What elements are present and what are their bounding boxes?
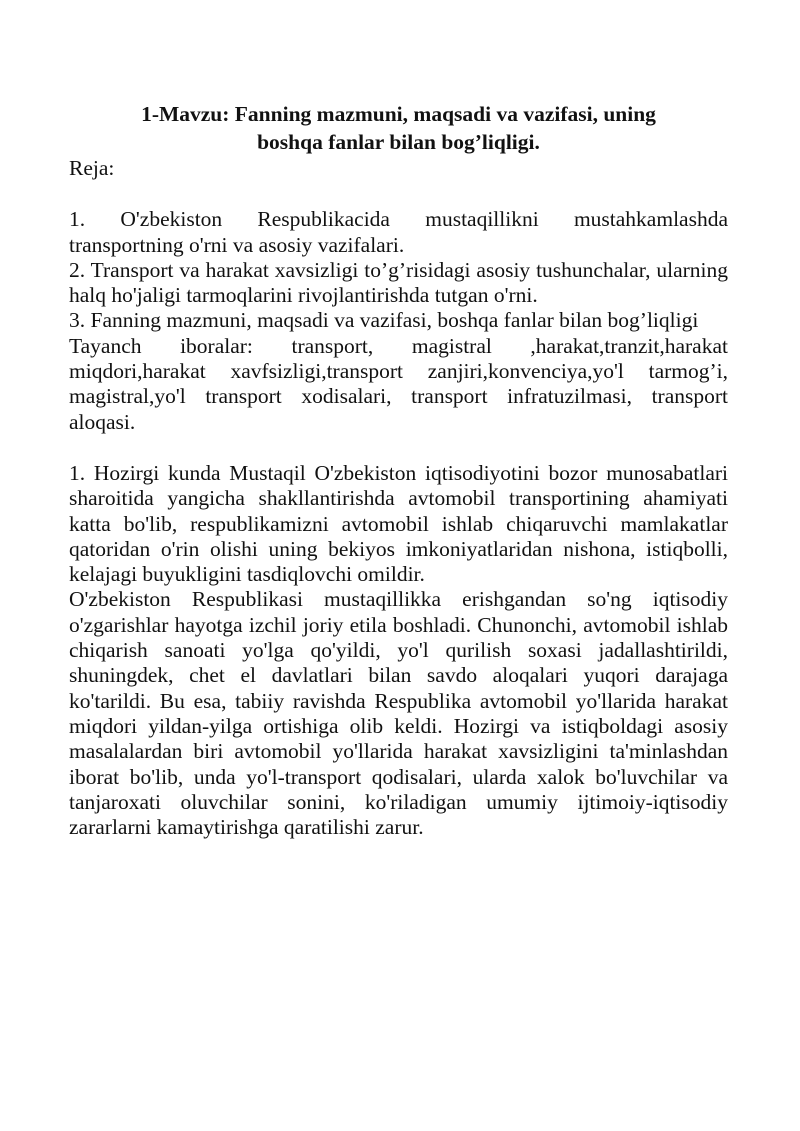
body-paragraph-2: O'zbekiston Respublikasi mustaqillikka erishgandan so'ng iqtisodiy o'zgarishlar hayotga izchil joriy etila boshladi. Chunonchi, avtomobil ishlab chiqarish sanoati yo'lga qo'yildi, yo'l qurilish soxasi jadallashtirildi, shuningdek, chet el davlatlari bilan savdo aloqalari yuqori darajaga ko'tarildi. Bu esa, tabiiy ravishda Respublika avtomobil yo'llarida harakat miqdori yildan-yilga ortishiga olib keldi. Hozirgi va istiqboldagi asosiy masalalardan biri avtomobil yo'llarida harakat xavsizligini ta'minlashdan iborat bo'lib, unda yo'l-transport qodisalari, ularda xalok bo'luvchilar va tanjaroxati oluvchilar sonini, ko'riladigan umumiy ijtimoiy-iqtisodiy zararlarni kamaytirishga qaratilishi zarur. bbox=[69, 587, 728, 840]
body-paragraph-1: 1. Hozirgi kunda Mustaqil O'zbekiston iqtisodiyotini bozor munosabatlari sharoitida yangicha shakllantirishda avtomobil transportining ahamiyati katta bo'lib, respublikamizni avtomobil ishlab chiqaruvchi mamlakatlar qatoridan o'rin olishi uning bekiyos imkoniyatlaridan nishona, istiqbolli, kelajagi buyukligini tasdiqlovchi omildir. bbox=[69, 460, 728, 587]
title-line-1: 1-Mavzu: Fanning mazmuni, maqsadi va vazifasi, uning bbox=[141, 102, 656, 126]
keywords-paragraph: Tayanch iboralar: transport, magistral ,harakat,tranzit,harakat miqdori,harakat xavfsizligi,transport zanjiri,konvenciya,yo'l tarmog’i, magistral,yo'l transport xodisalari, transport infratuzilmasi, transport aloqasi. bbox=[69, 333, 728, 434]
title-line-2: boshqa fanlar bilan bog’liqligi. bbox=[257, 130, 540, 154]
document-title bbox=[69, 100, 728, 156]
plan-heading: Reja: bbox=[69, 156, 115, 180]
document-page bbox=[69, 100, 728, 840]
plan-item-1: 1. O'zbekiston Respublikacida mustaqillikni mustahkamlashda transportning o'rni va asosiy vazifalari. bbox=[69, 207, 728, 257]
plan-item-2: 2. Transport va harakat xavsizligi to’g’risidagi asosiy tushunchalar, ularning halq ho'jaligi tarmoqlarini rivojlantirishda tutgan o'rni. bbox=[69, 257, 728, 308]
plan-list bbox=[69, 207, 728, 435]
body-text bbox=[69, 461, 728, 840]
plan-item-3: 3. Fanning mazmuni, maqsadi va vazifasi, boshqa fanlar bilan bog’liqligi bbox=[69, 308, 699, 333]
